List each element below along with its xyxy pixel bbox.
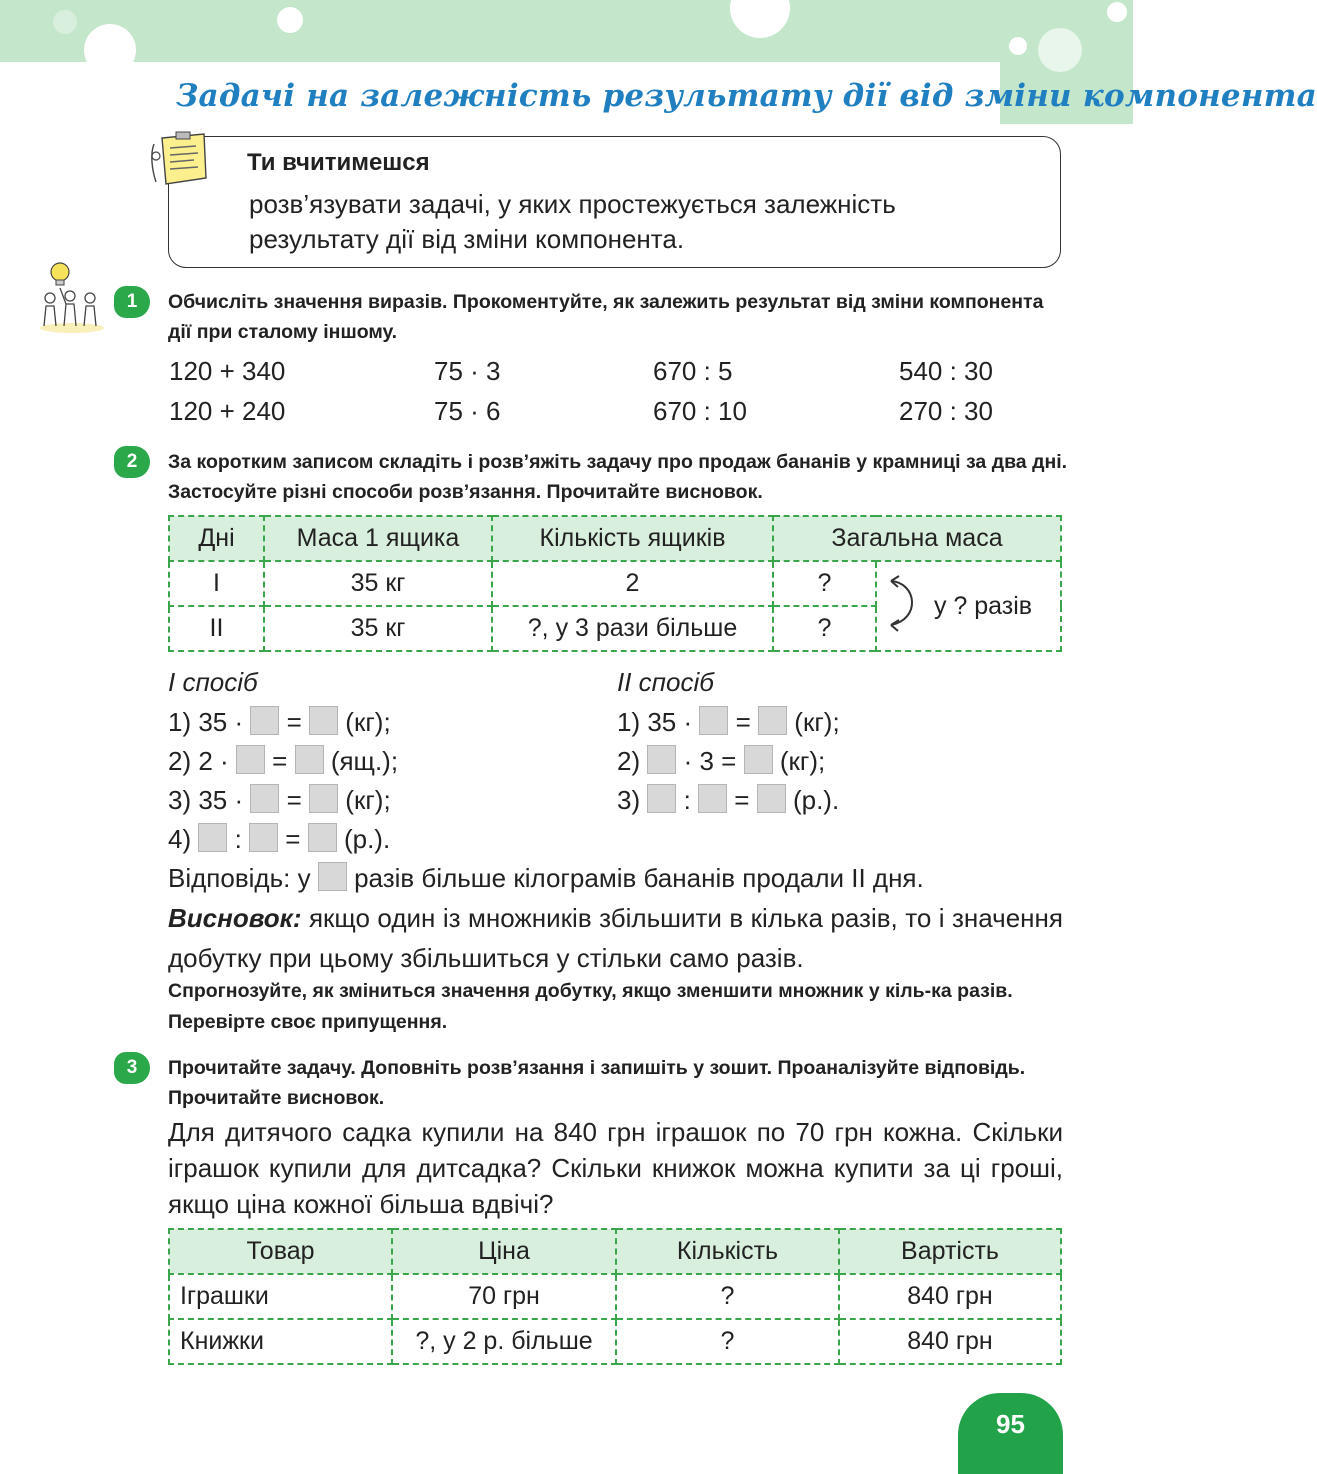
task-number-1: 1	[114, 286, 150, 318]
answer-box[interactable]	[744, 745, 773, 774]
answer-box[interactable]	[250, 784, 279, 813]
answer-box[interactable]	[250, 706, 279, 735]
table-row	[169, 561, 1061, 606]
table-header-cell: Маса 1 ящика	[264, 516, 492, 561]
answer-box[interactable]	[236, 745, 265, 774]
method1-step1: 1) 35 · = (кг);	[168, 707, 391, 737]
table-cell: ?	[616, 1319, 839, 1364]
expression: 670 : 5	[653, 356, 733, 386]
comparison-text: у ? разів	[933, 591, 1033, 620]
table-row	[169, 1274, 1061, 1319]
answer-box[interactable]	[698, 784, 727, 813]
table-cell: 2	[492, 561, 773, 606]
banana-sales-table	[168, 515, 1062, 652]
method1-step4: 4) : = (р.).	[168, 824, 391, 854]
table-header-row	[169, 1229, 1061, 1274]
page-title: Задачі на залежність результату дії від зміни компонента	[176, 78, 1317, 114]
learn-text: розв’язувати задачі, у яких простежується залежність результату дії від зміни компонента.	[249, 189, 896, 254]
answer-box[interactable]	[309, 784, 338, 813]
answer-box[interactable]	[295, 745, 324, 774]
toys-books-table	[168, 1228, 1062, 1365]
sticky-note-icon	[148, 130, 210, 199]
task1-instruction: Обчисліть значення виразів. Прокоментуйте, як залежить результат від зміни компонента дії при сталому іншому.	[168, 291, 1044, 343]
answer-box[interactable]	[318, 862, 347, 891]
method1-step3: 3) 35 · = (кг);	[168, 785, 391, 815]
table-cell: Іграшки	[169, 1274, 392, 1319]
task3-problem: Для дитячого садка купили на 840 грн іграшок по 70 грн кожна. Скільки іграшок купили для дитсадка? Скільки книжок можна купити за ці гроші, якщо ціна кожної більша вдвічі?	[168, 1117, 1063, 1219]
method1-step2: 2) 2 · = (ящ.);	[168, 746, 399, 776]
conclusion-label: Висновок:	[168, 903, 302, 933]
table-header-cell: Дні	[169, 516, 264, 561]
table-header-cell: Ціна	[392, 1229, 616, 1274]
table-cell: ?	[773, 606, 876, 651]
prediction-prompt: Спрогнозуйте, як зміниться значення добутку, якщо зменшити множник у кіль-ка разів. Перевірте своє припущення.	[168, 980, 1013, 1033]
method2-label: II спосіб	[617, 667, 714, 697]
expression: 120 + 240	[169, 396, 286, 426]
method2-step3: 3) : = (р.).	[617, 785, 840, 815]
answer-box[interactable]	[647, 745, 676, 774]
answer-box[interactable]	[198, 823, 227, 852]
task2-instruction: За коротким записом складіть і розв’яжіть задачу про продаж бананів у крамниці за два дні. Застосуйте різні способи розв’язання. Прочитайте висновок.	[168, 451, 1068, 503]
table-cell: 35 кг	[264, 561, 492, 606]
conclusion-text: якщо один із множників збільшити в кілька разів, то і значення добутку при цьому збільшиться у стільки само разів.	[168, 903, 1063, 973]
table-cell: 35 кг	[264, 606, 492, 651]
answer-box[interactable]	[309, 706, 338, 735]
answer-box[interactable]	[647, 784, 676, 813]
answer-line: Відповідь: у разів більше кілограмів бананів продали II дня.	[168, 863, 924, 893]
curved-arrow-icon	[883, 573, 927, 640]
table-cell: 70 грн	[392, 1274, 616, 1319]
page-number: 95	[958, 1393, 1063, 1474]
table-header-cell: Загальна маса	[773, 516, 1061, 561]
answer-box[interactable]	[699, 706, 728, 735]
table-header-cell: Кількість ящиків	[492, 516, 773, 561]
answer-box[interactable]	[249, 823, 278, 852]
table-cell: ?	[773, 561, 876, 606]
table-cell: 840 грн	[839, 1319, 1061, 1364]
task-number-2: 2	[114, 446, 150, 478]
expression: 120 + 340	[169, 356, 286, 386]
expression: 540 : 30	[899, 356, 993, 386]
comparison-cell	[876, 561, 1061, 651]
expression: 75 · 3	[434, 356, 501, 386]
table-cell: I	[169, 561, 264, 606]
conclusion	[168, 898, 1063, 978]
table-header-cell: Вартість	[839, 1229, 1061, 1274]
method2-step2: 2) · 3 = (кг);	[617, 746, 826, 776]
method1-label: I спосіб	[168, 667, 258, 697]
table-cell: 840 грн	[839, 1274, 1061, 1319]
answer-box[interactable]	[308, 823, 337, 852]
expression: 670 : 10	[653, 396, 747, 426]
table-cell: II	[169, 606, 264, 651]
answer-box[interactable]	[758, 706, 787, 735]
answer-box[interactable]	[757, 784, 786, 813]
task-number-3: 3	[114, 1052, 150, 1084]
table-header-cell: Товар	[169, 1229, 392, 1274]
table-cell: ?, у 3 рази більше	[492, 606, 773, 651]
table-header-row	[169, 516, 1061, 561]
learn-heading: Ти вчитимешся	[247, 149, 430, 176]
table-header-cell: Кількість	[616, 1229, 839, 1274]
task3-instruction: Прочитайте задачу. Доповніть розв’язання і запишіть у зошит. Проаналізуйте відповідь. Прочитайте висновок.	[168, 1057, 1026, 1109]
table-cell: Книжки	[169, 1319, 392, 1364]
method2-step1: 1) 35 · = (кг);	[617, 707, 840, 737]
table-cell: ?	[616, 1274, 839, 1319]
expression: 270 : 30	[899, 396, 993, 426]
expression: 75 · 6	[434, 396, 501, 426]
table-row	[169, 1319, 1061, 1364]
table-cell: ?, у 2 р. більше	[392, 1319, 616, 1364]
group-thinking-icon	[36, 258, 108, 339]
